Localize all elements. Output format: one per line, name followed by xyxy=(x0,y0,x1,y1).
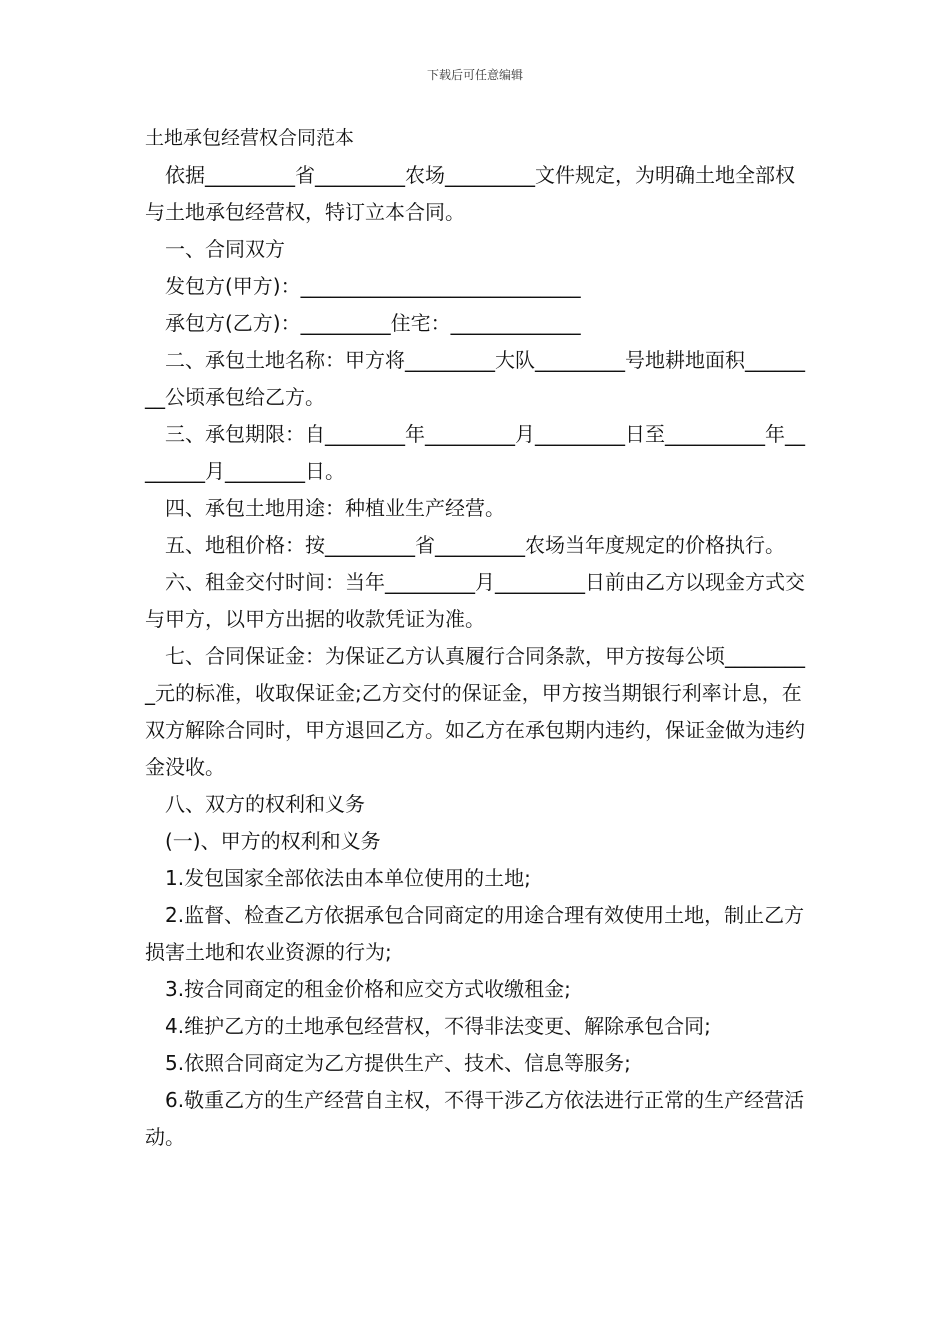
list-item: 1.发包国家全部依法由本单位使用的土地; xyxy=(165,866,531,890)
party-b-line: 承包方(乙方)：_________住宅：_____________ xyxy=(165,311,581,335)
paragraph-term: 三、承包期限：自________年_________月_________日至__________年________月________日。 xyxy=(145,422,805,483)
paragraph-land-use: 四、承包土地用途：种植业生产经营。 xyxy=(165,496,505,520)
paragraph-land-name: 二、承包土地名称：甲方将_________大队_________号地耕地面积________公顷承包给乙方。 xyxy=(145,348,805,409)
list-item: 3.按合同商定的租金价格和应交方式收缴租金; xyxy=(165,977,571,1001)
list-item: 2.监督、检查乙方依据承包合同商定的用途合理有效使用土地，制止乙方损害土地和农业资源的行为; xyxy=(145,903,805,964)
document-body xyxy=(145,120,810,1156)
paragraph-basis: 依据_________省_________农场_________文件规定，为明确土地全部权与土地承包经营权，特订立本合同。 xyxy=(145,163,795,224)
document-title: 土地承包经营权合同范本 xyxy=(145,127,355,149)
section-heading-rights: 八、双方的权利和义务 xyxy=(165,792,365,816)
section-heading-parties: 一、合同双方 xyxy=(165,237,285,261)
paragraph-deposit: 七、合同保证金：为保证乙方认真履行合同条款，甲方按每公顷_________元的标准，收取保证金;乙方交付的保证金，甲方按当期银行利率计息，在双方解除合同时，甲方退回乙方。如乙方在承包期内违约，保证金做为违约金没收。 xyxy=(145,644,805,779)
list-item: 5.依照合同商定为乙方提供生产、技术、信息等服务; xyxy=(165,1051,631,1075)
subsection-heading-party-a: (一)、甲方的权利和义务 xyxy=(165,829,381,853)
list-item: 6.敬重乙方的生产经营自主权，不得干涉乙方依法进行正常的生产经营活动。 xyxy=(145,1088,805,1149)
header-note: 下载后可任意编辑 xyxy=(426,68,523,82)
paragraph-payment-time: 六、租金交付时间：当年_________月_________日前由乙方以现金方式交与甲方，以甲方出据的收款凭证为准。 xyxy=(145,570,805,631)
paragraph-rent-price: 五、地租价格：按_________省_________农场当年度规定的价格执行。 xyxy=(165,533,785,557)
party-a-line: 发包方(甲方)：____________________________ xyxy=(165,274,581,298)
list-item: 4.维护乙方的土地承包经营权，不得非法变更、解除承包合同; xyxy=(165,1014,711,1038)
